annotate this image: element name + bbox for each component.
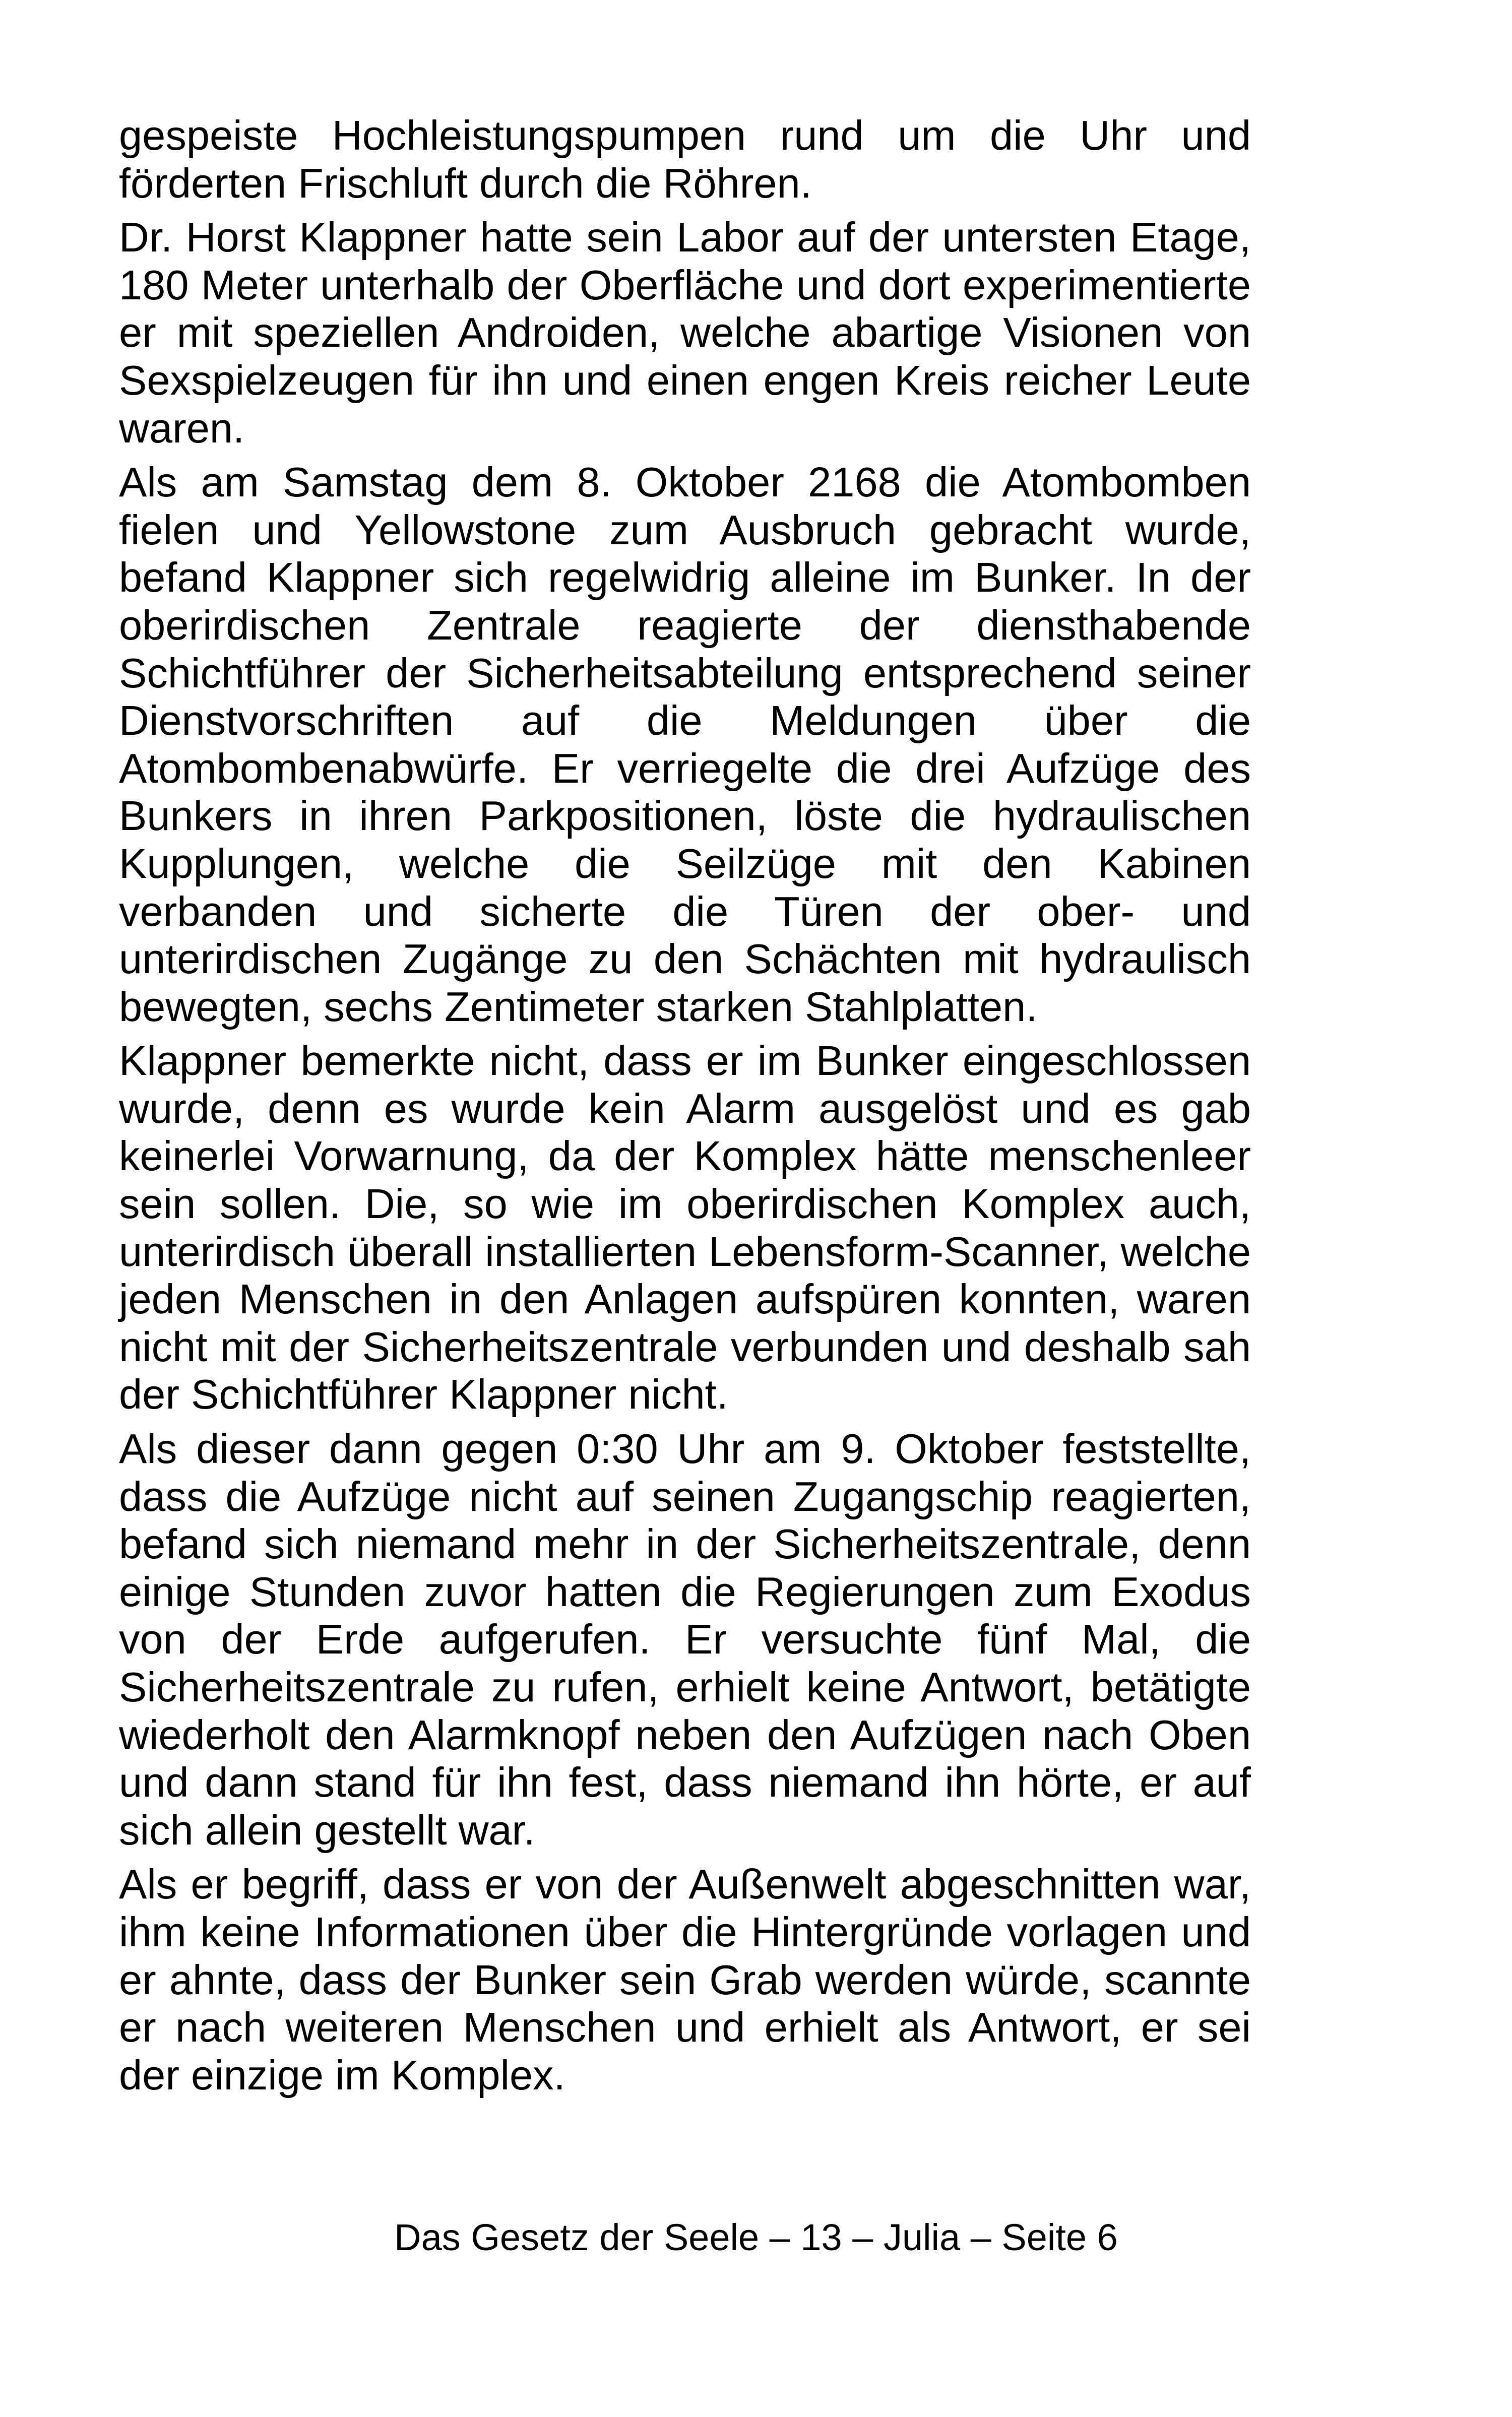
paragraph-4: Klappner bemerkte nicht, dass er im Bunker eingeschlossen wurde, denn es wurde kein Alarm ausgelöst und es gab keinerlei Vorwarnung, da der Komplex hätte menschenleer sein sollen. Die, so wie im oberirdischen Komplex auch, unterirdisch überall installierten Lebensform-Scanner, welche jeden Menschen in den Anlagen aufspüren konnten, waren nicht mit der Sicherheitszentrale verbunden und deshalb sah der Schichtführer Klappner nicht. [119,1037,1251,1418]
paragraph-5: Als dieser dann gegen 0:30 Uhr am 9. Oktober feststellte, dass die Aufzüge nicht auf seinen Zugangschip reagierten, befand sich niemand mehr in der Sicherheitszentrale, denn einige Stunden zuvor hatten die Regierungen zum Exodus von der Erde aufgerufen. Er versuchte fünf Mal, die Sicherheitszentrale zu rufen, erhielt keine Antwort, betätigte wiederholt den Alarmknopf neben den Aufzügen nach Oben und dann stand für ihn fest, dass niemand ihn hörte, er auf sich allein gestellt war. [119,1425,1251,1854]
page-body [119,112,1251,2106]
paragraph-3: Als am Samstag dem 8. Oktober 2168 die Atombomben fielen und Yellowstone zum Ausbruch gebracht wurde, befand Klappner sich regelwidrig alleine im Bunker. In der oberirdischen Zentrale reagierte der diensthabende Schichtführer der Sicherheitsabteilung entsprechend seiner Dienstvorschriften auf die Meldungen über die Atombombenabwürfe. Er verriegelte die drei Aufzüge des Bunkers in ihren Parkpositionen, löste die hydraulischen Kupplungen, welche die Seilzüge mit den Kabinen verbanden und sicherte die Türen der ober- und unterirdischen Zugänge zu den Schächten mit hydraulisch bewegten, sechs Zentimeter starken Stahlplatten. [119,459,1251,1030]
page-footer: Das Gesetz der Seele – 13 – Julia – Seite 6 [394,2216,1118,2258]
paragraph-2: Dr. Horst Klappner hatte sein Labor auf der untersten Etage, 180 Meter unterhalb der Oberfläche und dort experimentierte er mit speziellen Androiden, welche abartige Visionen von Sexspielzeugen für ihn und einen engen Kreis reicher Leute waren. [119,214,1251,452]
paragraph-6: Als er begriff, dass er von der Außenwelt abgeschnitten war, ihm keine Informationen über die Hintergründe vorlagen und er ahnte, dass der Bunker sein Grab werden würde, scannte er nach weiteren Menschen und erhielt als Antwort, er sei der einzige im Komplex. [119,1861,1251,2098]
paragraph-1: gespeiste Hochleistungspumpen rund um die Uhr und förderten Frischluft durch die Röhren. [119,112,1251,207]
